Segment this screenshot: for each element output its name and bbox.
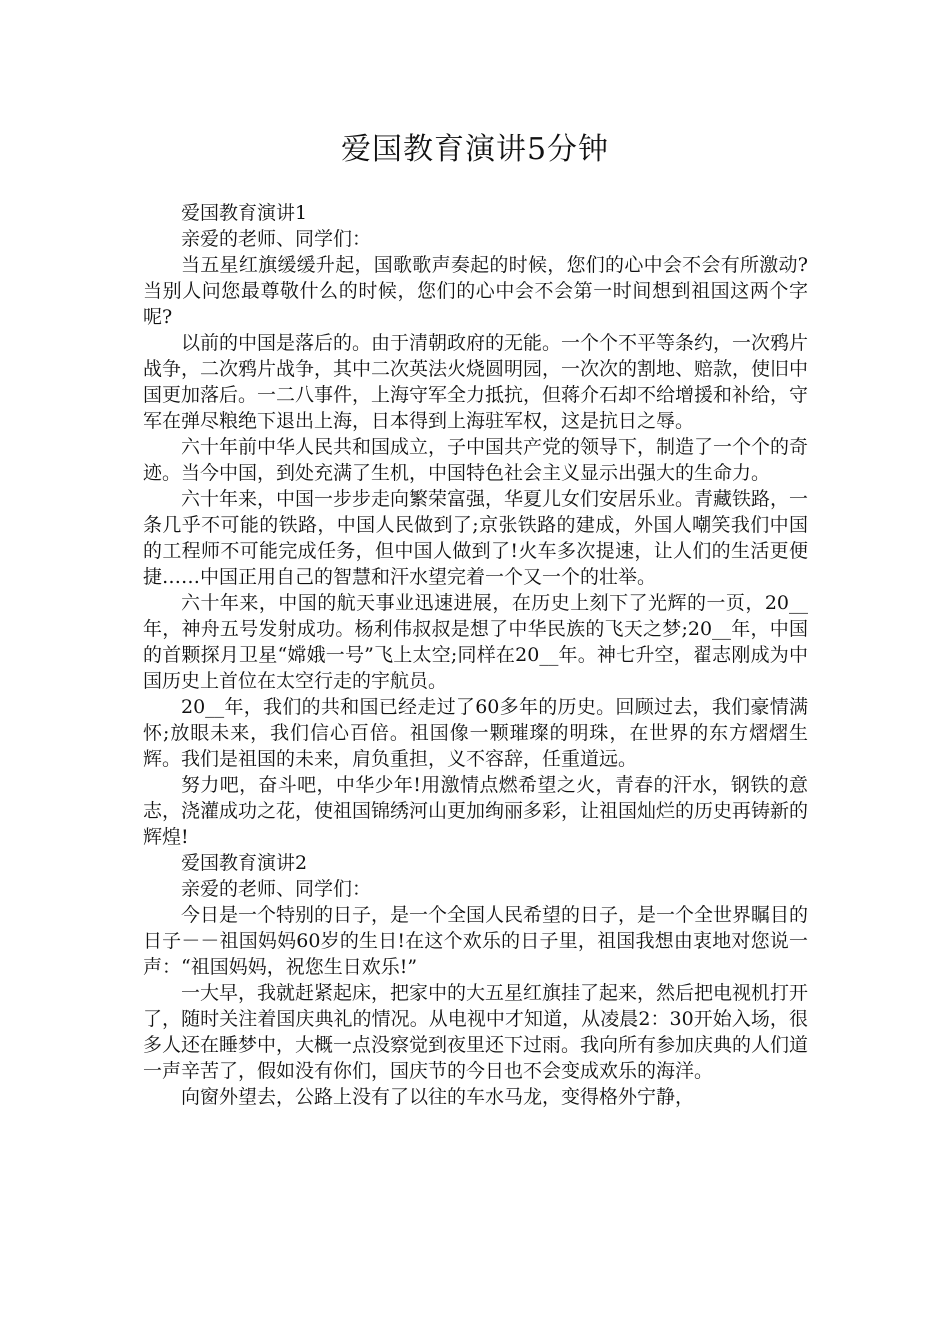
paragraph: 六十年来，中国一步步走向繁荣富强，华夏儿女们安居乐业。青藏铁路，一条几乎不可能的铁路，中国人民做到了;京张铁路的建成，外国人嘲笑我们中国的工程师不可能完成任务，但中国人做到了!火车多次提速，让人们的生活更便捷……中国正用自己的智慧和汗水望完着一个又一个的壮举。 bbox=[143, 488, 809, 588]
paragraph: 今日是一个特别的日子，是一个全国人民希望的日子，是一个全世界瞩目的日子－－祖国妈妈60岁的生日!在这个欢乐的日子里，祖国我想由衷地对您说一声：“祖国妈妈，祝您生日欢乐!” bbox=[143, 904, 809, 978]
paragraph: 一大早，我就赶紧起床，把家中的大五星红旗挂了起来，然后把电视机打开了，随时关注着国庆典礼的情况。从电视中才知道，从凌晨2：30开始入场，很多人还在睡梦中，大概一点没察觉到夜里还下过雨。我向所有参加庆典的人们道一声辛苦了，假如没有你们，国庆节的今日也不会变成欢乐的海洋。 bbox=[143, 982, 809, 1082]
paragraph: 20__年，我们的共和国已经走过了60多年的历史。回顾过去，我们豪情满怀;放眼未来，我们信心百倍。祖国像一颗璀璨的明珠，在世界的东方熠熠生辉。我们是祖国的未来，肩负重担，义不容辞，任重道远。 bbox=[143, 696, 808, 770]
paragraph: 当五星红旗缓缓升起，国歌歌声奏起的时候，您们的心中会不会有所激动?当别人问您最尊敬什么的时候，您们的心中会不会第一时间想到祖国这两个字呢? bbox=[143, 254, 808, 328]
paragraph: 六十年来，中国的航天事业迅速进展，在历史上刻下了光辉的一页，20__年，神舟五号发射成功。杨利伟叔叔是想了中华民族的飞天之梦;20__年，中国的首颗探月卫星“嫦娥一号”飞上太空;同样在20__年。神七升空，翟志刚成为中国历史上首位在太空行走的宇航员。 bbox=[143, 592, 808, 692]
salutation: 亲爱的老师、同学们： bbox=[181, 228, 372, 250]
document-title: 爱国教育演讲5分钟 bbox=[340, 132, 610, 167]
section-heading: 爱国教育演讲1 bbox=[181, 202, 308, 224]
document-body bbox=[143, 200, 808, 1110]
paragraph: 向窗外望去，公路上没有了以往的车水马龙，变得格外宁静， bbox=[181, 1086, 695, 1108]
salutation: 亲爱的老师、同学们： bbox=[181, 878, 372, 900]
paragraph: 以前的中国是落后的。由于清朝政府的无能。一个个不平等条约，一次鸦片战争，二次鸦片战争，其中二次英法火烧圆明园，一次次的割地、赔款，使旧中国更加落后。一二八事件，上海守军全力抵抗，但蒋介石却不给增援和补给，守军在弹尽粮绝下退出上海，日本得到上海驻军权，这是抗日之辱。 bbox=[143, 332, 809, 432]
section-heading: 爱国教育演讲2 bbox=[181, 852, 308, 874]
paragraph: 六十年前中华人民共和国成立，子中国共产党的领导下，制造了一个个的奇迹。当今中国，到处充满了生机，中国特色社会主义显示出强大的生命力。 bbox=[143, 436, 809, 484]
paragraph: 努力吧，奋斗吧，中华少年!用激情点燃希望之火，青春的汗水，钢铁的意志，浇灌成功之花，使祖国锦绣河山更加绚丽多彩，让祖国灿烂的历史再铸新的辉煌! bbox=[143, 774, 809, 848]
